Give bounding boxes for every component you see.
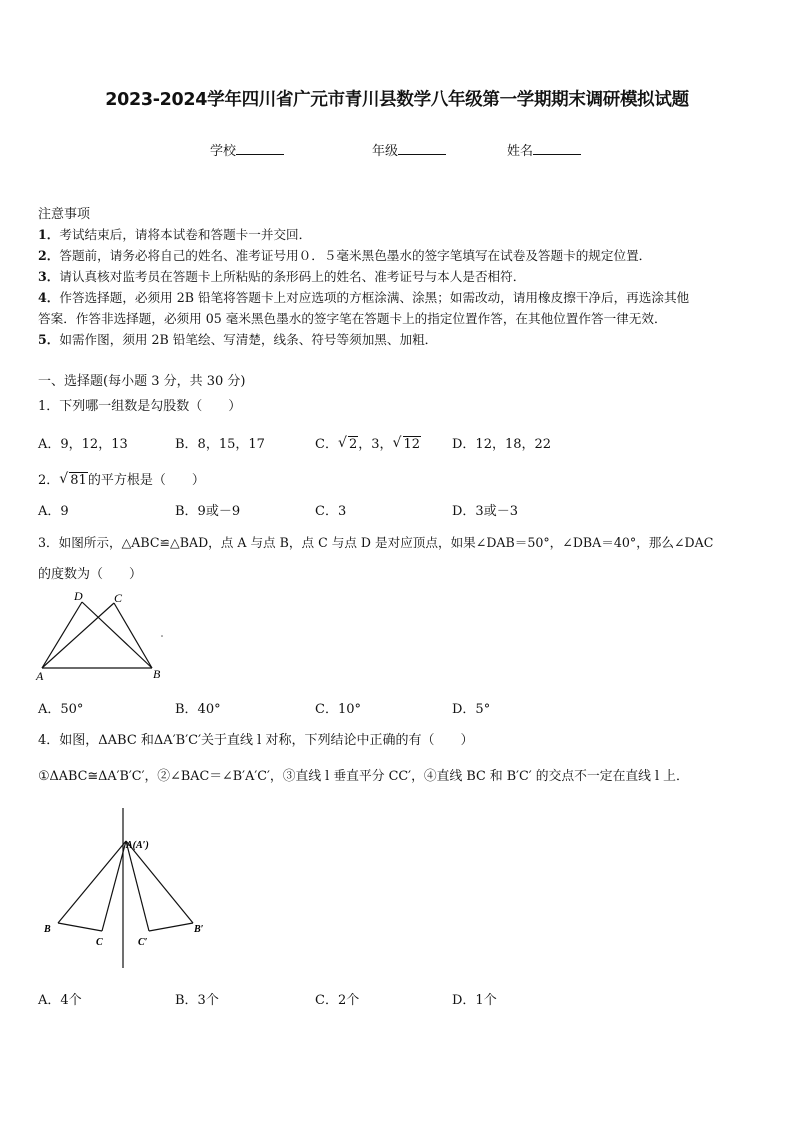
name-blank xyxy=(533,142,581,155)
q2-option-d: D．3或－3 xyxy=(452,504,518,519)
notes-heading: 注意事项 xyxy=(38,207,91,222)
question-2-stem: 2．√ 81的平方根是（ ） xyxy=(38,469,205,488)
q3-option-a: A．50° xyxy=(38,702,84,717)
segment-db xyxy=(82,602,152,668)
page-title: 2023-2024学年四川省广元市青川县数学八年级第一学期期末调研模拟试题 xyxy=(105,90,689,110)
sqrt-symbol: √ 81 xyxy=(60,473,88,488)
question-4-statements: ①ΔABC≅ΔA′B′C′，②∠BAC＝∠B′A′C′，③直线 l 垂直平分 CC′，④直线 BC 和 B′C′ 的交点不一定在直线 l 上． xyxy=(38,769,689,784)
grade-field xyxy=(372,140,446,159)
school-blank xyxy=(236,142,284,155)
label-b: B xyxy=(44,924,51,935)
label-d: D xyxy=(74,589,83,603)
note-item: 5．如需作图，须用 2B 铅笔绘、写清楚，线条、符号等须加黑、加粗． xyxy=(38,332,438,347)
q1-option-c: C．√ 2，3，√ 12 xyxy=(315,433,421,452)
school-label: 学校 xyxy=(210,144,237,159)
note-item-continued: 答案．作答非选择题，必须用 05 毫米黑色墨水的签字笔在答题卡上的指定位置作答，在其他位置作答一律无效． xyxy=(38,311,667,326)
q4-option-b: B．3个 xyxy=(175,993,219,1008)
segment-cb xyxy=(114,603,152,668)
q2-option-c: C．3 xyxy=(315,504,347,519)
q3-option-b: B．40° xyxy=(175,702,221,717)
q2-option-a: A．9 xyxy=(38,504,69,519)
q1-option-b: B．8，15，17 xyxy=(175,437,265,452)
q1-option-d: D．12，18，22 xyxy=(452,437,552,452)
sqrt-symbol: √ 12 xyxy=(394,437,422,452)
label-c-prime: C′ xyxy=(138,937,148,948)
question-4-stem: 4．如图，ΔABC 和ΔA′B′C′关于直线 l 对称，下列结论中正确的有（ ） xyxy=(38,733,474,748)
grade-blank xyxy=(398,142,446,155)
note-item: 2．答题前，请务必将自己的姓名、准考证号用０．５毫米黑色墨水的签字笔填写在试卷及答题卡的规定位置． xyxy=(38,248,652,263)
segment-ac xyxy=(42,603,114,668)
grade-label: 年级 xyxy=(372,144,399,159)
section-heading: 一、选择题(每小题 3 分，共 30 分) xyxy=(38,374,246,389)
stray-dot xyxy=(161,635,163,637)
label-b: B xyxy=(153,667,161,681)
segment-bc-prime xyxy=(149,923,193,931)
note-item: 3．请认真核对监考员在答题卡上所粘贴的条形码上的姓名、准考证号与本人是否相符． xyxy=(38,269,526,284)
school-field xyxy=(210,140,284,159)
label-b-prime: B′ xyxy=(194,924,204,935)
q4-option-d: D．1个 xyxy=(452,993,497,1008)
note-item: 4．作答选择题，必须用 2B 铅笔将答题卡上对应选项的方框涂满、涂黑；如需改动，请用橡皮擦干净后，再选涂其他 xyxy=(38,290,690,305)
q3-option-d: D．5° xyxy=(452,702,491,717)
sqrt-symbol: √ 2 xyxy=(339,437,358,452)
question-1-stem: 1．下列哪一组数是勾股数（ ） xyxy=(38,399,242,414)
q4-option-c: C．2个 xyxy=(315,993,360,1008)
label-c: C xyxy=(114,591,123,605)
segment-ab xyxy=(58,841,126,923)
segment-ad xyxy=(42,602,82,668)
q3-option-c: C．10° xyxy=(315,702,361,717)
question-3-stem-cont: 的度数为（ ） xyxy=(38,567,143,582)
q1-option-a: A．9，12，13 xyxy=(38,437,128,452)
label-a: A xyxy=(36,669,44,683)
label-a-a-prime: A(A′) xyxy=(126,840,149,851)
name-label: 姓名 xyxy=(507,144,534,159)
q3-triangle-figure xyxy=(34,588,174,684)
q4-option-a: A．4个 xyxy=(38,993,82,1008)
question-3-stem: 3．如图所示，△ABC≌△BAD，点 A 与点 B，点 C 与点 D 是对应顶点，如果∠DAB＝50°，∠DBA＝40°，那么∠DAC xyxy=(38,535,714,550)
note-item: 1．考试结束后，请将本试卷和答题卡一并交回． xyxy=(38,227,312,242)
segment-bc xyxy=(58,923,102,931)
q2-option-b: B．9或－9 xyxy=(175,504,241,519)
label-c: C xyxy=(96,937,103,948)
q4-reflection-figure xyxy=(38,808,218,970)
name-field xyxy=(507,140,581,159)
